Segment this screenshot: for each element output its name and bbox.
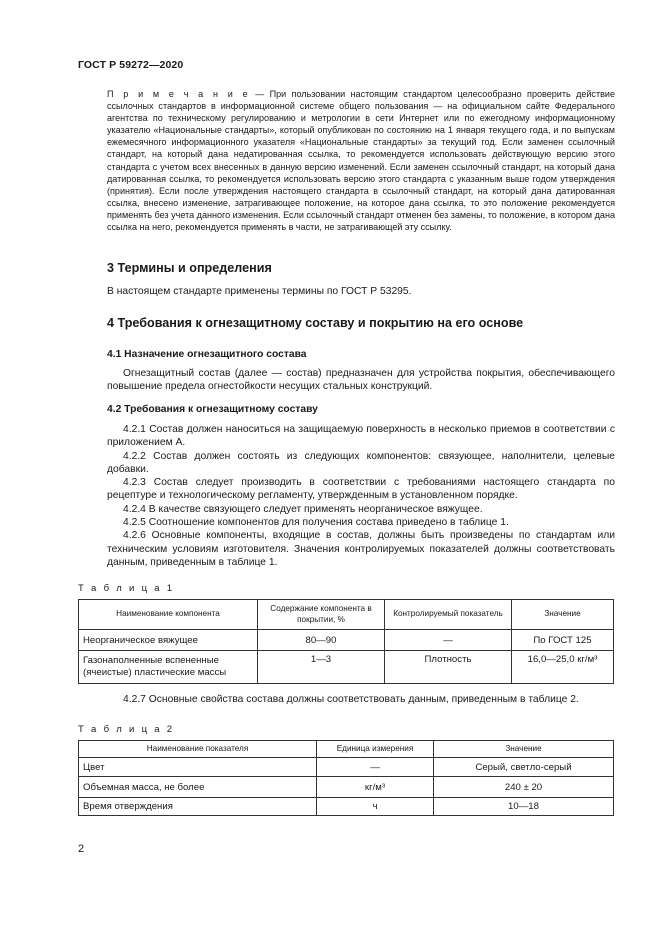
- table-1-header-cell: Значение: [512, 600, 614, 630]
- table-cell: Время отверждения: [79, 798, 317, 816]
- table-row: [79, 798, 614, 816]
- table-1-caption: Т а б л и ц а 1: [78, 583, 175, 594]
- paragraph-4-2-5: 4.2.5 Соотношение компонентов для получения состава приведено в таблице 1.: [123, 517, 509, 529]
- table-1-header-cell: Содержание компонента в покрытии, %: [258, 600, 385, 630]
- section-3-text: [107, 285, 615, 298]
- table-1-header-cell: Контролируемый показатель: [385, 600, 512, 630]
- table-row: [79, 651, 614, 684]
- page-number: 2: [78, 843, 85, 855]
- table-2-caption: Т а б л и ц а 2: [78, 724, 175, 735]
- table-cell: Неорганическое вяжущее: [79, 630, 258, 651]
- paragraph-4-2-1: 4.2.1 Состав должен наноситься на защищаемую поверхность в несколько приемов в соответствии с приложением А.: [107, 424, 615, 449]
- table-row: [79, 758, 614, 777]
- paragraph-4-2-7: 4.2.7 Основные свойства состава должны соответствовать данным, приведенным в таблице 2.: [123, 694, 579, 705]
- table-cell: 1—3: [258, 651, 385, 684]
- table-cell: Газонаполненные вспененные (ячеистые) пластические массы: [79, 651, 258, 684]
- table-cell: кг/м³: [317, 777, 434, 798]
- table-cell: 80—90: [258, 630, 385, 651]
- subsection-4-2-heading: 4.2 Требования к огнезащитному составу: [107, 404, 318, 415]
- document-header: ГОСТ Р 59272—2020: [78, 59, 184, 71]
- subsection-4-1-text: [107, 367, 615, 394]
- table-cell: 240 ± 20: [434, 777, 614, 798]
- note-block: [107, 88, 615, 233]
- paragraph-4-2-6: 4.2.6 Основные компоненты, входящие в состав, должны быть произведены по стандартам или техническим условиям изготовителя. Значения контролируемых показателей должны соответствовать данным, приведенным в таблице 1.: [107, 530, 615, 568]
- subsection-4-1-paragraph: Огнезащитный состав (далее — состав) предназначен для устройства покрытия, обеспечивающего повышение предела огнестойкости несущих стальных конструкций.: [107, 368, 615, 393]
- table-1-header-cell: Наименование компонента: [79, 600, 258, 630]
- table-2-header-cell: Значение: [434, 741, 614, 758]
- table-2: [78, 740, 614, 816]
- table-cell: 10—18: [434, 798, 614, 816]
- table-2-header-cell: Наименование показателя: [79, 741, 317, 758]
- note-text: — При пользовании настоящим стандартом целесообразно проверить действие ссылочных стандартов в информационной системе общего пользования — на официальном сайте Федерального агентства по техническому регулированию и метрологии в сети Интернет или по ежегодному информационному указателю «Национальные стандарты», который опубликован по состоянию на 1 января текущего года, и по выпускам ежемесячного информационного указателя «Национальные стандарты» за текущий год. Если заменен ссылочный стандарт, на который дана недатированная ссылка, то рекомендуется использовать действующую версию этого стандарта с учетом всех внесенных в данную версию изменений. Если заменен ссылочный стандарт, на который дана датированная ссылка, то рекомендуется использовать версию этого стандарта с указанным выше годом утверждения (принятия). Если после утверждения настоящего стандарта в ссылочный стандарт, на который дана датированная ссылка, внесено изменение, затрагивающее положение, на которое дана ссылка, то это положение рекомендуется применять без учета данного изменения. Если ссылочный стандарт отменен без замены, то положение, в котором дана ссылка на него, рекомендуется применять в части, не затрагивающей эту ссылку.: [107, 89, 615, 233]
- table-cell: ч: [317, 798, 434, 816]
- section-4-heading: 4 Требования к огнезащитному составу и покрытию на его основе: [107, 316, 524, 330]
- table-cell: Серый, светло-серый: [434, 758, 614, 777]
- table-2-header-cell: Единица измерения: [317, 741, 434, 758]
- table-cell: —: [385, 630, 512, 651]
- subsection-4-2-text: [107, 423, 615, 569]
- note-label: П р и м е ч а н и е: [107, 89, 250, 99]
- subsection-4-1-heading: 4.1 Назначение огнезащитного состава: [107, 349, 307, 360]
- table-row: [79, 630, 614, 651]
- table-cell: По ГОСТ 125: [512, 630, 614, 651]
- paragraph-4-2-3: 4.2.3 Состав следует производить в соответствии с требованиями настоящего стандарта по рецептуре и технологическому регламенту, утвержденным в установленном порядке.: [107, 477, 615, 502]
- table-1-header-row: [79, 600, 614, 630]
- table-cell: Плотность: [385, 651, 512, 684]
- paragraph-4-2-7-block: [107, 693, 615, 706]
- table-2-header-row: [79, 741, 614, 758]
- paragraph-4-2-2: 4.2.2 Состав должен состоять из следующих компонентов: связующее, наполнители, целевые добавки.: [107, 450, 615, 475]
- table-row: [79, 777, 614, 798]
- table-cell: 16,0—25,0 кг/м³: [512, 651, 614, 684]
- table-cell: —: [317, 758, 434, 777]
- table-1: [78, 599, 614, 684]
- section-3-heading: 3 Термины и определения: [107, 261, 272, 275]
- section-3-paragraph: В настоящем стандарте применены термины по ГОСТ Р 53295.: [107, 286, 412, 297]
- table-cell: Объемная масса, не более: [79, 777, 317, 798]
- table-cell: Цвет: [79, 758, 317, 777]
- paragraph-4-2-4: 4.2.4 В качестве связующего следует применять неорганическое вяжущее.: [123, 503, 483, 515]
